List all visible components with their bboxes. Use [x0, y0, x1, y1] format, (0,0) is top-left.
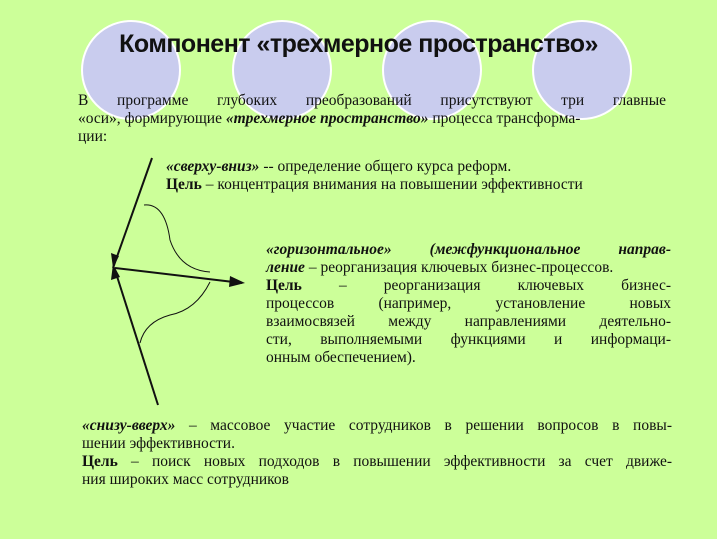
horizontal-term-line: «горизонтальное» (межфункциональное направ-: [266, 241, 671, 258]
top-down-term: «сверху-вниз»: [166, 158, 260, 175]
bottom-up-definition-end: шении эффективности.: [82, 435, 235, 452]
connector-curve-lower: [140, 282, 210, 343]
intro-emphasis: «трехмерное пространство»: [225, 110, 429, 127]
horizontal-goal-line: [266, 277, 671, 295]
horizontal-term-end: ление: [266, 259, 305, 276]
horizontal-goal-line: процессов (например, установление новых: [266, 295, 671, 312]
bottom-up-axis-line: [115, 270, 158, 405]
page-title: Компонент «трехмерное пространство»: [119, 30, 598, 58]
horizontal-goal-line: сти, выполняемыми функциями и информаци-: [266, 331, 671, 348]
intro-line: В программе глубоких преобразований присутствуют три главные: [78, 92, 666, 109]
horizontal-definition: [266, 259, 671, 277]
top-down-goal-text: – концентрация внимания на повышении эффективности: [201, 176, 583, 193]
horizontal-goal-text: – реорганизация ключевых бизнес-: [338, 277, 672, 294]
horizontal-definition-text: – реорганизация ключевых бизнес-процессов.: [304, 259, 614, 276]
goal-label: Цель: [82, 453, 118, 470]
bottom-up-term: «снизу-вверх»: [82, 417, 176, 434]
intro-line: ции:: [78, 128, 108, 145]
horizontal-goal-line: онным обеспечением).: [266, 349, 416, 366]
top-down-axis-line: [113, 158, 152, 268]
arrow-head-icon: [111, 264, 120, 280]
arrow-head-icon: [229, 276, 245, 287]
goal-label: Цель: [166, 176, 202, 193]
bottom-up-definition-text: – массовое участие сотрудников в решении вопросов в повы-: [175, 417, 672, 434]
bottom-up-goal-text: – поиск новых подходов в повышении эффективности за счет движе-: [117, 453, 672, 470]
bottom-up-definition: [82, 417, 672, 435]
top-down-definition-text: -- определение общего курса реформ.: [259, 158, 512, 175]
connector-curve-upper: [144, 205, 210, 272]
intro-line-2: «оси», формирующие «трехмерное пространство» процесса трансформа-: [78, 110, 581, 127]
horizontal-goal-line: взаимосвязей между направлениями деятельно-: [266, 313, 671, 330]
bottom-up-axis-text: [82, 417, 672, 489]
goal-label: Цель: [266, 277, 302, 294]
bottom-up-goal-end: ния широких масс сотрудников: [82, 471, 289, 488]
horizontal-axis-text: [266, 241, 671, 367]
bottom-up-goal: [82, 453, 672, 471]
horizontal-axis-line: [115, 268, 242, 283]
